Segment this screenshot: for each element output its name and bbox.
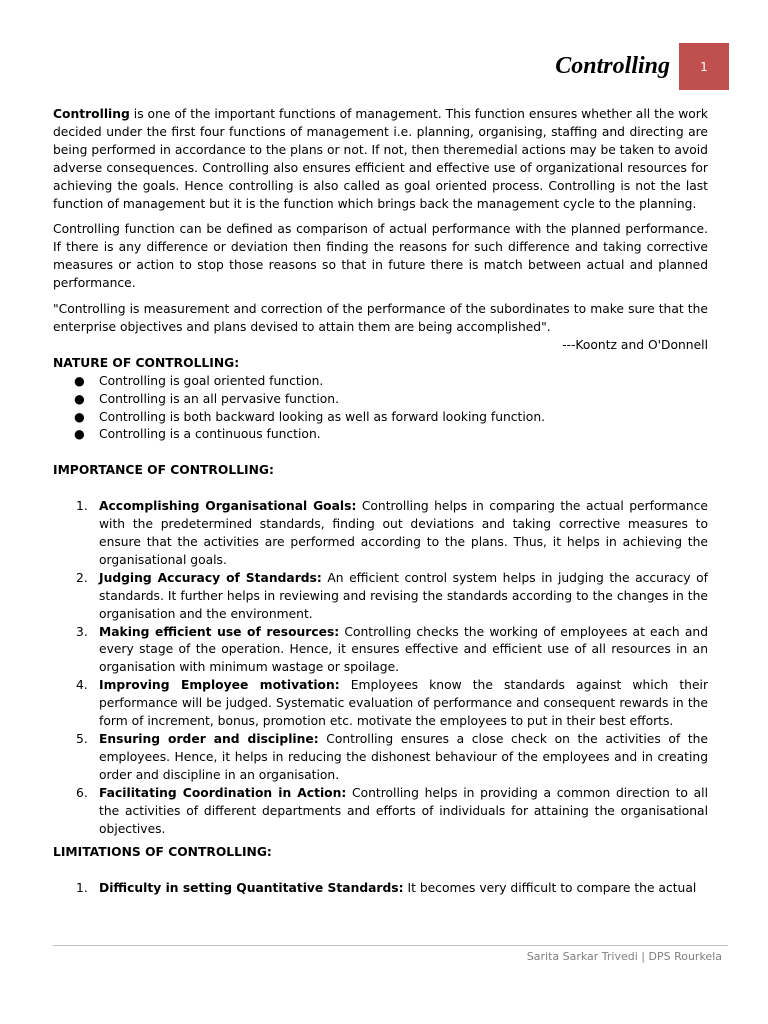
nature-list: [53, 373, 708, 445]
limitations-heading: LIMITATIONS OF CONTROLLING:: [53, 845, 272, 860]
list-item: ● Controlling is a continuous function.: [99, 426, 708, 444]
definition-paragraph: Controlling function can be defined as comparison of actual performance with the planned performance. If there is any difference or deviation then finding the reasons for such difference and taking corrective measures or action to stop those reasons so that in future there is match between actual and planned performance.: [53, 222, 708, 291]
page-footer: Sarita Sarkar Trivedi | DPS Rourkela: [526, 950, 722, 963]
page-number-badge: 1: [679, 43, 729, 90]
nature-heading: NATURE OF CONTROLLING:: [53, 355, 240, 370]
quote-attribution: ---Koontz and O'Donnell: [562, 337, 708, 352]
list-item: ● Controlling is an all pervasive function.: [99, 391, 708, 409]
intro-text: is one of the important functions of management. This function ensures whether all the work decided under the first four functions of management i.e. planning, organising, staffing and directing are being performed in accordance to the plans or not. If not, then theremedial actions may be taken to avoid adverse consequences. Controlling also ensures efficient and effective use of organizational resources for achieving the goals. Hence controlling is also called as goal oriented process. Controlling is not the last function of management but it is the function which brings back the management cycle to the planning.: [53, 107, 708, 211]
list-item: 3. Making efficient use of resources: Controlling checks the working of employees at each and every stage of the operation. Hence, it ensures effective and efficient use of all resources in an organisation with minimum wastage or spoilage.: [76, 624, 708, 675]
page-title: Controlling: [555, 53, 670, 79]
document-body: [53, 106, 708, 898]
list-item: 6. Facilitating Coordination in Action: Controlling helps in providing a common direction to all the activities of different departments and efforts of individuals for attaining the organisational objectives.: [76, 785, 708, 836]
footer-divider: [53, 945, 728, 946]
intro-lead: Controlling: [53, 107, 130, 121]
importance-list: [53, 498, 708, 838]
limitations-list: [53, 880, 708, 898]
list-item: 5. Ensuring order and discipline: Controlling ensures a close check on the activities of the employees. Hence, it helps in reducing the dishonest behaviour of the employees and in creating order and discipline in an organisation.: [76, 732, 708, 782]
list-item: ● Controlling is goal oriented function.: [99, 373, 708, 391]
bullet-icon: ●: [74, 373, 85, 388]
intro-paragraph: [53, 106, 708, 213]
list-item: ● Controlling is both backward looking as well as forward looking function.: [99, 409, 708, 427]
page-header: [0, 43, 768, 90]
list-item: 4. Improving Employee motivation: Employees know the standards against which their performance will be judged. Systematic evaluation of performance and consequent rewards in the form of increment, bonus, promotion etc. motivate the employees to put in their best efforts.: [76, 678, 708, 729]
bullet-icon: ●: [74, 427, 85, 442]
list-item: 1. Accomplishing Organisational Goals: Controlling helps in comparing the actual performance with the predetermined standards, finding out deviations and taking corrective measures to ensure that the activities are performed according to the plans. Thus, it helps in achieving the organisational goals.: [76, 499, 708, 567]
bullet-icon: ●: [74, 409, 85, 424]
importance-heading: IMPORTANCE OF CONTROLLING:: [53, 463, 274, 478]
list-item: 1. Difficulty in setting Quantitative Standards: It becomes very difficult to compare the actual: [76, 881, 697, 896]
list-item: 2. Judging Accuracy of Standards: An efficient control system helps in judging the accuracy of standards. It further helps in reviewing and revising the standards according to the changes in the organisation and the environment.: [76, 570, 708, 621]
bullet-icon: ●: [74, 391, 85, 406]
quote-text: "Controlling is measurement and correction of the performance of the subordinates to make sure that the enterprise objectives and plans devised to attain them are being accomplished".: [53, 302, 708, 334]
